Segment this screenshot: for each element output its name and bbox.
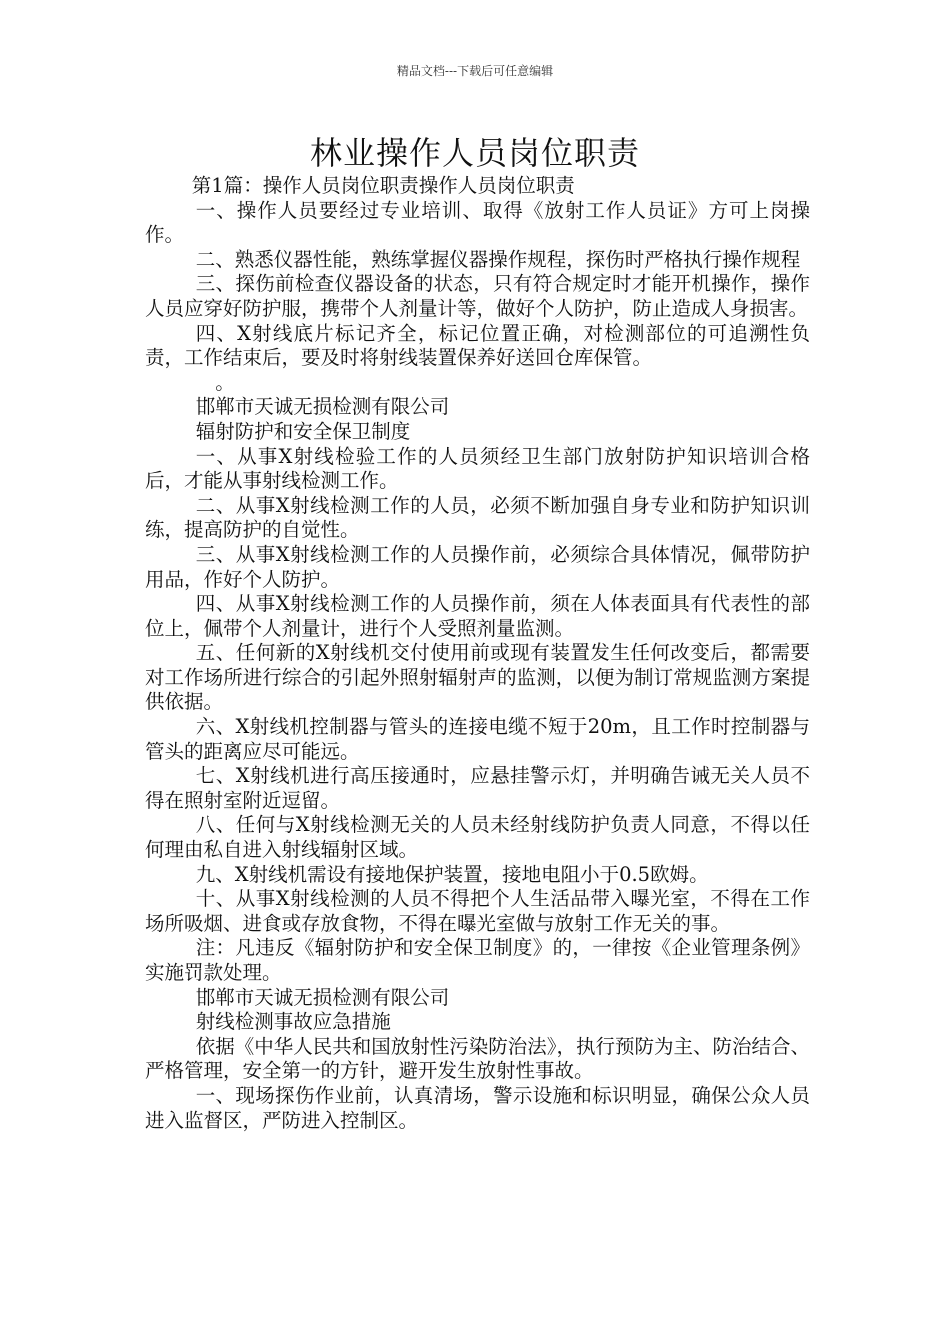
paragraph: 一、从事X射线检验工作的人员须经卫生部门放射防护知识培训合格后，才能从事射线检测工作。	[145, 444, 810, 493]
paragraph: 六、X射线机控制器与管头的连接电缆不短于20m，且工作时控制器与管头的距离应尽可能远。	[145, 715, 810, 763]
company-name: 邯郸市天诚无损检测有限公司	[195, 985, 450, 1009]
paragraph: 依据《中华人民共和国放射性污染防治法》，执行预防为主、防治结合、严格管理，安全第一的方针，避开发生放射性事故。	[145, 1034, 810, 1083]
paragraph: 七、X射线机进行高压接通时，应悬挂警示灯，并明确告诫无关人员不得在照射室附近逗留。	[145, 764, 810, 812]
section-heading: 射线检测事故应急措施	[195, 1010, 391, 1034]
paragraph: 十、从事X射线检测的人员不得把个人生活品带入曝光室，不得在工作场所吸烟、进食或存放食物，不得在曝光室做与放射工作无关的事。	[145, 887, 810, 935]
paragraph: 三、探伤前检查仪器设备的状态，只有符合规定时才能开机操作，操作人员应穿好防护服，携带个人剂量计等，做好个人防护，防止造成人身损害。	[145, 272, 810, 320]
paragraph: 二、从事X射线检测工作的人员，必须不断加强自身专业和防护知识训练，提高防护的自觉性。	[145, 493, 810, 542]
paragraph: 九、X射线机需设有接地保护装置，接地电阻小于0.5欧姆。	[195, 862, 709, 886]
paragraph: 一、操作人员要经过专业培训、取得《放射工作人员证》方可上岗操作。	[145, 198, 810, 247]
paragraph: 三、从事X射线检测工作的人员操作前，必须综合具体情况，佩带防护用品，作好个人防护。	[145, 542, 810, 591]
company-name: 邯郸市天诚无损检测有限公司	[195, 395, 450, 419]
note-paragraph: 注：凡违反《辐射防护和安全保卫制度》的，一律按《企业管理条例》实施罚款处理。	[145, 936, 810, 984]
paragraph: 。	[215, 370, 235, 394]
paragraph: 八、任何与X射线检测无关的人员未经射线防护负责人同意，不得以任何理由私自进入射线辐射区域。	[145, 813, 810, 862]
paragraph: 一、现场探伤作业前，认真清场，警示设施和标识明显，确保公众人员进入监督区，严防进入控制区。	[145, 1083, 810, 1132]
section-heading: 第1篇：操作人员岗位职责操作人员岗位职责	[191, 174, 575, 197]
section-heading: 辐射防护和安全保卫制度	[195, 419, 411, 443]
paragraph: 四、从事X射线检测工作的人员操作前，须在人体表面具有代表性的部位上，佩带个人剂量计，进行个人受照剂量监测。	[145, 592, 810, 640]
document-body	[145, 174, 810, 1133]
paragraph: 四、X射线底片标记齐全，标记位置正确，对检测部位的可追溯性负责，工作结束后，要及时将射线装置保养好送回仓库保管。	[145, 321, 810, 370]
paragraph: 五、任何新的X射线机交付使用前或现有装置发生任何改变后，都需要对工作场所进行综合的引起外照射辐射声的监测，以便为制订常规监测方案提供依据。	[145, 641, 810, 714]
paragraph: 二、熟悉仪器性能，熟练掌握仪器操作规程，探伤时严格执行操作规程	[195, 247, 801, 271]
document-title: 林业操作人员岗位职责	[309, 134, 640, 172]
page-header: 精品文档---下载后可任意编辑	[396, 64, 554, 78]
